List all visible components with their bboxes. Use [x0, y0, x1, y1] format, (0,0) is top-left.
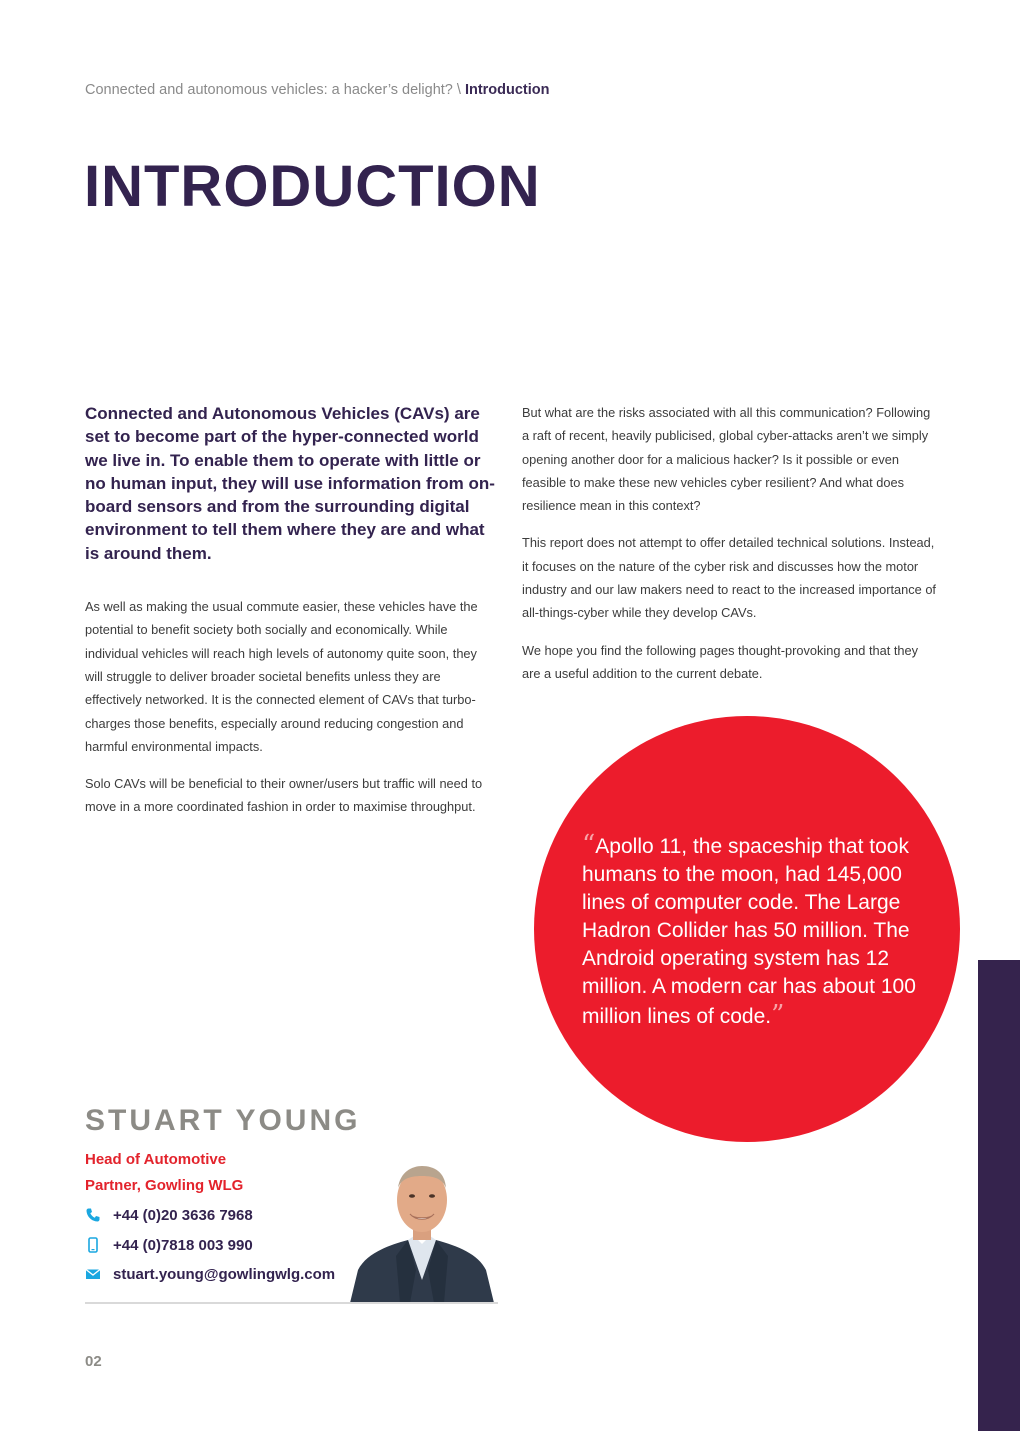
email-row: [85, 1264, 335, 1284]
pull-quote: [582, 831, 927, 1031]
envelope-icon: [85, 1266, 101, 1282]
author-portrait: [350, 1158, 494, 1303]
close-quote-mark: ”: [771, 1000, 785, 1030]
left-column: [85, 402, 497, 833]
page-number: 02: [85, 1353, 102, 1370]
breadcrumb-parent[interactable]: Connected and autonomous vehicles: a hacker’s delight? \: [85, 82, 461, 98]
author-name: STUART YOUNG: [85, 1104, 361, 1137]
body-paragraph: Solo CAVs will be beneficial to their owner/users but traffic will need to move in a more coordinated fashion in order to maximise throughput.: [85, 776, 483, 815]
phone-number[interactable]: +44 (0)20 3636 7968: [113, 1206, 253, 1224]
body-paragraph: But what are the risks associated with all this communication? Following a raft of recent, heavily publicised, global cyber-attacks aren’t we simply opening another door for a malicious hacker? Is it possible or even feasible to make these new vehicles cyber resilient? And what does resilience mean in this context?: [522, 405, 931, 514]
page-title: INTRODUCTION: [84, 154, 541, 219]
email-address[interactable]: stuart.young@gowlingwlg.com: [113, 1265, 336, 1283]
body-paragraph: As well as making the usual commute easier, these vehicles have the potential to benefit society both socially and economically. While individual vehicles will reach high levels of autonomy quite soon, they will struggle to deliver broader societal benefits unless they are effectively networked. It is the connected element of CAVs that turbo-charges those benefits, especially around reducing congestion and harmful environmental impacts.: [85, 599, 478, 754]
author-role: Head of Automotive: [85, 1151, 227, 1168]
side-accent-bar: [978, 960, 1020, 1431]
open-quote-mark: “: [582, 830, 596, 860]
mobile-number[interactable]: +44 (0)7818 003 990: [113, 1236, 253, 1254]
lead-paragraph: Connected and Autonomous Vehicles (CAVs) are set to become part of the hyper-connected world we live in. To enable them to operate with little or no human input, they will use information from on-board sensors and from the surrounding digital environment to tell them where they are and what is around them.: [85, 404, 495, 563]
breadcrumb: [85, 82, 550, 98]
phone-row: [85, 1205, 253, 1225]
mobile-phone-icon: [85, 1237, 101, 1253]
author-divider: [85, 1302, 498, 1304]
phone-icon: [85, 1207, 101, 1223]
pull-quote-text: Apollo 11, the spaceship that took humans to the moon, had 145,000 lines of computer code. The Large Hadron Collider has 50 million. The Android operating system has 12 million. A modern car has about 100 million lines of code.: [582, 835, 916, 1028]
author-position: Partner, Gowling WLG: [85, 1177, 244, 1194]
body-paragraph: We hope you find the following pages thought-provoking and that they are a useful addition to the current debate.: [522, 642, 919, 681]
mobile-row: [85, 1235, 253, 1255]
body-paragraph: This report does not attempt to offer detailed technical solutions. Instead, it focuses on the nature of the cyber risk and discusses how the motor industry and our law makers need to react to the increased importance of all-things-cyber while they develop CAVs.: [522, 535, 936, 621]
right-column: [522, 401, 940, 699]
breadcrumb-current: Introduction: [464, 82, 550, 98]
